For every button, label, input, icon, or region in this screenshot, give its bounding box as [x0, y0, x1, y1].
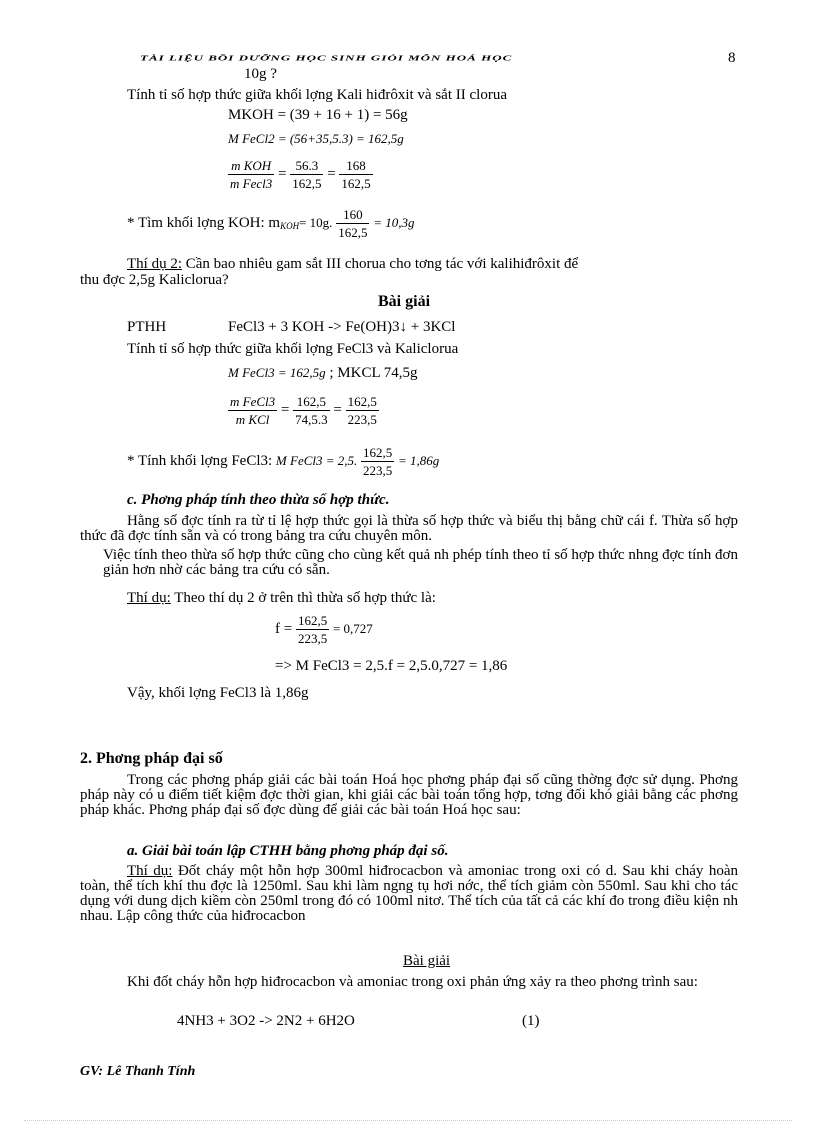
fraction-numerator: 56.3: [290, 158, 323, 175]
footer-divider: [24, 1120, 792, 1121]
solution-heading-1: Bài giải: [378, 293, 431, 310]
page-header-title: TÀI LIỆU BỒI DƯỠNG HỌC SINH GIỎI MÔN HOÁ HỌC: [140, 54, 513, 63]
fraction-denominator: 74,5.3: [295, 412, 328, 427]
solution-paragraph: Khi đốt cháy hỗn hợp hiđrocacbon và amoniac trong oxi phản ứng xảy ra theo phơng trình sau:: [127, 974, 698, 990]
example-label: Thí dụ:: [127, 863, 173, 879]
pthh-equation: FeCl3 + 3 KOH -> Fe(OH)3↓ + 3KCl: [228, 319, 456, 335]
text: Đốt cháy một hỗn hợp 300ml hiđrocacbon và amoniac trong oxi có d. Sau khi cháy hoàn toàn, thể tích khí thu đợc là 1250ml. Sau khi làm ngng tụ hơi nớc, thể tích giảm còn 550ml. Sau khi cho tác dụng với dung dịch kiềm còn 250ml trong đó có 100ml nitơ. Thể tích của tất cả các khí đo trong điều kiện nh nhau. Lập công thức của hiđrocacbon: [80, 863, 739, 924]
section-c-paragraph-1: Hằng số đợc tính ra từ tỉ lệ hợp thức gọi là thừa số hợp thức và biểu thị bằng chữ cái f. Thừa số hợp thức đã đợc tính sẵn và có trong bảng tra cứu chuyên môn.: [80, 513, 738, 544]
text: = 1,86g: [398, 452, 440, 468]
fraction-denominator: 162,5: [341, 176, 371, 191]
text: = 0,727: [332, 620, 373, 636]
fraction-denominator: 162,5: [338, 225, 368, 240]
conclusion-line: Vậy, khối lợng FeCl3 là 1,86g: [127, 685, 309, 701]
reaction-equation-1: 4NH3 + 3O2 -> 2N2 + 6H2O: [177, 1013, 355, 1029]
text: M FeCl3 = 162,5g: [228, 365, 326, 380]
fraction-denominator: 223,5: [347, 412, 377, 427]
fraction-numerator: m KOH: [228, 158, 274, 175]
section-c-heading: c. Phơng pháp tính theo thừa số hợp thức.: [127, 492, 390, 508]
ratio-intro-2: Tính tỉ số hợp thức giữa khối lợng FeCl3 và Kaliclorua: [127, 341, 459, 357]
example-line: [127, 590, 436, 607]
ratio-formula-2: $\frac{\text{m FeCl3}}{\text{m KCl}}$ = $\frac{162,5}{74,5.3}$ = $\frac{162,5}{223,5}$: [230, 394, 377, 427]
fraction-numerator: 168: [339, 158, 372, 175]
solution-heading-2: Bài giải: [403, 953, 451, 969]
koh-mass-line: [127, 207, 414, 240]
text: ; MKCL 74,5g: [329, 365, 418, 381]
section-a-paragraph: [80, 864, 738, 924]
text: * Tính khối lợng FeCl3:: [127, 452, 273, 469]
subscript: KOH: [280, 220, 300, 231]
molar-mass-fecl2: M FeCl2 = (56+35,5.3) = 162,5g: [228, 131, 404, 146]
fraction-numerator: 162,5: [293, 394, 330, 411]
text: Theo thí dụ 2 ở trên thì thừa số hợp thức là:: [174, 590, 436, 606]
fraction-numerator: 162,5: [297, 613, 328, 628]
pthh-label: PTHH: [127, 319, 167, 335]
example-label: Thí dụ:: [127, 590, 171, 606]
ratio-intro-1: Tính tỉ số hợp thức giữa khối lợng Kali hiđrôxit và sắt II clorua: [127, 87, 507, 103]
text: = 10,3g: [373, 214, 415, 230]
example-2-line-1: [127, 256, 578, 273]
text: * Tìm khối lợng KOH: m: [127, 214, 281, 231]
molar-masses-line: [228, 364, 418, 382]
text: M FeCl3 = 2,5.: [275, 452, 358, 468]
fraction-denominator: m Fecl3: [230, 176, 273, 191]
line-10g: 10g ?: [244, 66, 277, 82]
fraction-numerator: m FeCl3: [230, 394, 276, 409]
factor-result: => M FeCl3 = 2,5.f = 2,5.0,727 = 1,86: [275, 658, 508, 674]
example-label: Thí dụ 2:: [127, 256, 182, 272]
text: f =: [275, 620, 293, 637]
section-a-heading: a. Giải bài toán lập CTHH bằng phơng pháp đại số.: [127, 843, 449, 859]
fraction-denominator: 223,5: [297, 631, 328, 646]
equation-number: (1): [522, 1013, 540, 1029]
fraction-numerator: 162,5: [347, 394, 377, 409]
section-2-paragraph: Trong các phơng pháp giải các bài toán Hoá học phơng pháp đại số cũng thờng đợc sử dụng. Phơng pháp này có u điểm tiết kiệm đợc thời gian, khi giải các bài toán tổng hợp, tơng đối khó giải bằng các phơng pháp khác. Phơng pháp đại số đợc dùng để giải các bài toán Hoá học sau:: [80, 772, 738, 818]
text: Cần bao nhiêu gam sắt III chorua cho tơng tác với kalihiđrôxit để: [185, 256, 579, 272]
fraction-denominator: 162,5: [292, 176, 322, 191]
page-number: 8: [728, 50, 736, 66]
section-2-heading: 2. Phơng pháp đại số: [80, 750, 223, 767]
footer-author: GV: Lê Thanh Tính: [80, 1064, 196, 1079]
fraction-numerator: 162,5: [363, 445, 393, 460]
text: = 10g.: [299, 214, 333, 230]
example-2-line-2: thu đợc 2,5g Kaliclorua?: [80, 272, 229, 288]
fecl3-mass-line: [127, 445, 439, 478]
molar-mass-koh: MKOH = (39 + 16 + 1) = 56g: [228, 107, 408, 123]
fraction-denominator: 223,5: [363, 463, 393, 478]
factor-formula: [275, 613, 373, 646]
fraction-denominator: m KCl: [235, 412, 270, 427]
fraction-numerator: 160: [336, 207, 369, 224]
ratio-formula-1: $\frac{\text{m KOH}}{\text{m Fecl3}}$ = $\frac{56.3}{162,5}$ = $\frac{168}{162,5}$: [230, 158, 371, 191]
section-c-paragraph-2: Việc tính theo thừa số hợp thức cũng cho cùng kết quả nh phép tính theo tỉ số hợp thức nhng đợc tính đơn giản hơn nhờ các bảng tra cứu có sẵn.: [103, 547, 738, 578]
